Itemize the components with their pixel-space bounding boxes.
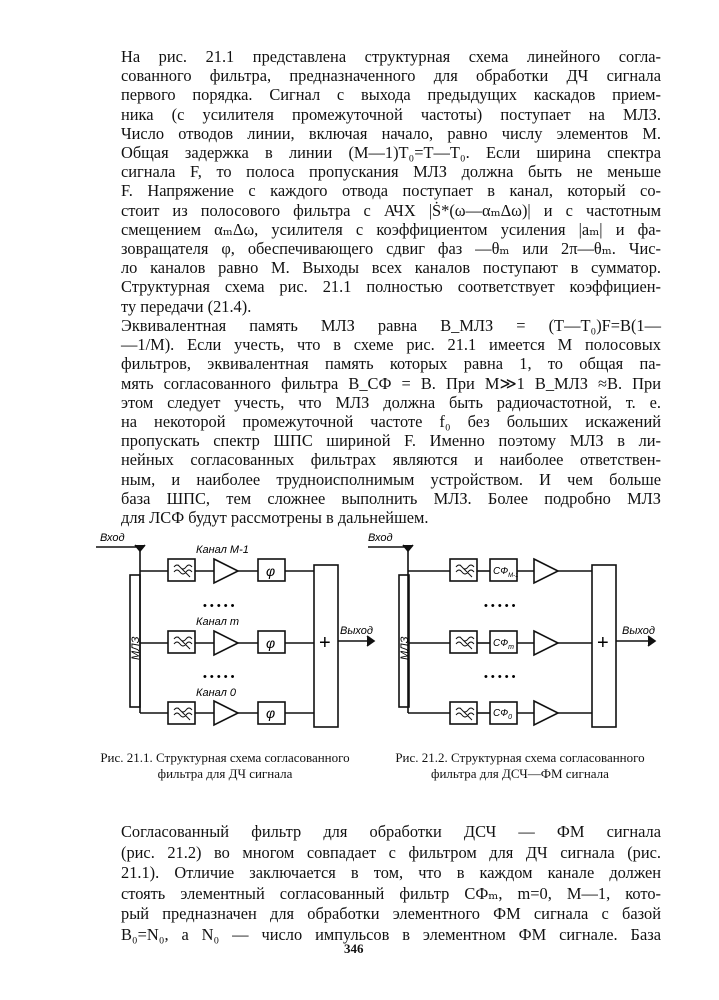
text-line: для ЛСФ будут рассмотрены в дальнейшем. (121, 508, 429, 528)
text-line: —1/M). Если учесть, что в схеме рис. 21.1 имеется M полосовых (121, 335, 661, 355)
text-line: этом следует учесть, что МЛЗ должна быть радиочастотной, т. е. (121, 392, 661, 412)
text-line: мять согласованного фильтра B_СФ = B. При M≫1 B_МЛЗ ≈B. При (121, 373, 661, 393)
input-line (96, 547, 140, 713)
amplifier-mid (534, 631, 558, 655)
ellipsis-dots: • • • • • (484, 600, 516, 612)
ellipsis-dots: • • • • • (484, 671, 516, 683)
text-line: Эквивалентная память МЛЗ равна B_МЛЗ = (T—T₀)F=B(1— (121, 316, 661, 335)
amplifier-mid (214, 631, 238, 655)
text-line: рый предназначен для обработки элементного ФМ сигнала с базой (121, 904, 661, 924)
text-line: ника (с усилителя промежуточной частоты) поступает на МЛЗ. (121, 104, 661, 124)
phase-symbol: φ (266, 563, 276, 579)
figure-21-1-diagram (88, 525, 378, 750)
text-line: Число отводов линии, включая начало, равно числу элементов M. (121, 123, 661, 143)
ellipsis-dots: • • • • • (203, 671, 235, 683)
amplifier-bot (534, 701, 558, 725)
text-line: пропускать спектр ШПС шириной F. Именно поэтому МЛЗ в ли- (121, 431, 661, 451)
sf-label-top: $СФ_{M-1}$ (493, 566, 519, 579)
channel-label-bot: Канал 0 (196, 687, 237, 699)
text-line: стоит из полосового фильтра с АЧХ |Ṡ*(ω—αₘΔω)| и с частотным (121, 200, 661, 220)
text-line: стоять элементный согласованный фильтр СФₘ, m=0, M—1, кото- (121, 883, 661, 903)
figure-21-2-diagram (366, 525, 666, 750)
sum-symbol: + (319, 632, 331, 654)
input-arrow (135, 545, 145, 551)
text-line: база ШПС, тем сложнее выполнить МЛЗ. Более подробно МЛЗ (121, 488, 661, 508)
bandpass-filter-bot (450, 702, 477, 724)
amplifier-top (534, 559, 558, 583)
text-line: фильтров, эквивалентная память которых равна 1, то общая па- (121, 354, 661, 374)
bandpass-filter-top (450, 559, 477, 581)
text-line: 21.1). Отличие заключается в том, что в каждом канале должен (121, 863, 661, 883)
delay-label: МЛЗ (399, 636, 411, 660)
input-label: Вход (368, 532, 393, 544)
text-line: ту передачи (21.4). (121, 296, 252, 316)
amplifier-bot (214, 701, 238, 725)
text-line: на некоторой промежуточной частоте f₀ без больших искажений (121, 412, 661, 432)
output-label: Выход (622, 625, 656, 637)
text-line: F. Напряжение с каждого отвода поступает в канал, который со- (121, 181, 661, 201)
text-line: B₀=N₀, а N₀ — число импульсов в элементном ФМ сигнале. База (121, 924, 661, 944)
text-line: (рис. 21.2) во многом совпадает с фильтром для ДЧ сигнала (рис. (121, 842, 661, 862)
text-line: ло каналов равно M. Выходы всех каналов поступают в сумматор. (121, 258, 661, 278)
sum-symbol: + (597, 632, 609, 654)
paragraph-3 (95, 822, 661, 946)
delay-label: МЛЗ (130, 636, 142, 660)
input-label: Вход (100, 532, 125, 544)
text-line: сигнала F, то полоса пропускания МЛЗ должна быть не меньше (121, 162, 661, 182)
text-line: Согласованный фильтр для обработки ДСЧ — ФМ сигнала (121, 822, 661, 841)
phase-symbol: φ (266, 635, 276, 651)
bandpass-filter-mid (450, 631, 477, 653)
paragraph-1 (95, 47, 661, 316)
bandpass-filter-bot (168, 702, 195, 724)
amplifier-top (214, 559, 238, 583)
text-line: зовращателя φ, обеспечивающего сдвиг фаз —θₘ или 2π—θₘ. Чис- (121, 239, 661, 259)
bandpass-filter-mid (168, 631, 195, 653)
text-line: нейных согласованных фильтрах являются и наиболее ответствен- (121, 450, 661, 470)
text-line: Структурная схема рис. 21.1 полностью соответствует коэффициен- (121, 277, 661, 297)
text-line: На рис. 21.1 представлена структурная схема линейного согла- (121, 47, 661, 66)
ellipsis-dots: • • • • • (203, 600, 235, 612)
channel-label-mid: Канал m (196, 616, 240, 628)
figure-21-1-caption: Рис. 21.1. Структурная схема согласованного фильтра для ДЧ сигнала (100, 750, 350, 781)
channel-label-top: Канал M-1 (196, 544, 249, 556)
sf-label-mid: $СФ_m$ (493, 638, 515, 651)
phase-symbol: φ (266, 705, 276, 721)
text-line: сованного фильтра, предназначенного для обработки ДЧ сигнала (121, 66, 661, 86)
figure-21-2-caption: Рис. 21.2. Структурная схема согласованного фильтра для ДСЧ—ФМ сигнала (395, 750, 645, 781)
paragraph-2 (95, 316, 661, 527)
sf-label-bot: $СФ_0$ (493, 708, 513, 721)
output-label: Выход (340, 625, 374, 637)
text-line: ным, и наиболее трудноисполнимым устройством. И чем больше (121, 469, 661, 489)
text-line: Общая задержка в линии (M—1)T₀=T—T₀. Если ширина спектра (121, 143, 661, 163)
bandpass-filter-top (168, 559, 195, 581)
input-line (368, 547, 408, 713)
text-line: первого порядка. Сигнал с выхода предыдущих каскадов прием- (121, 85, 661, 105)
text-line: смещением αₘΔω, усилителя с коэффициентом усиления |aₘ| и фа- (121, 219, 661, 239)
page-number: 346 (344, 941, 364, 956)
